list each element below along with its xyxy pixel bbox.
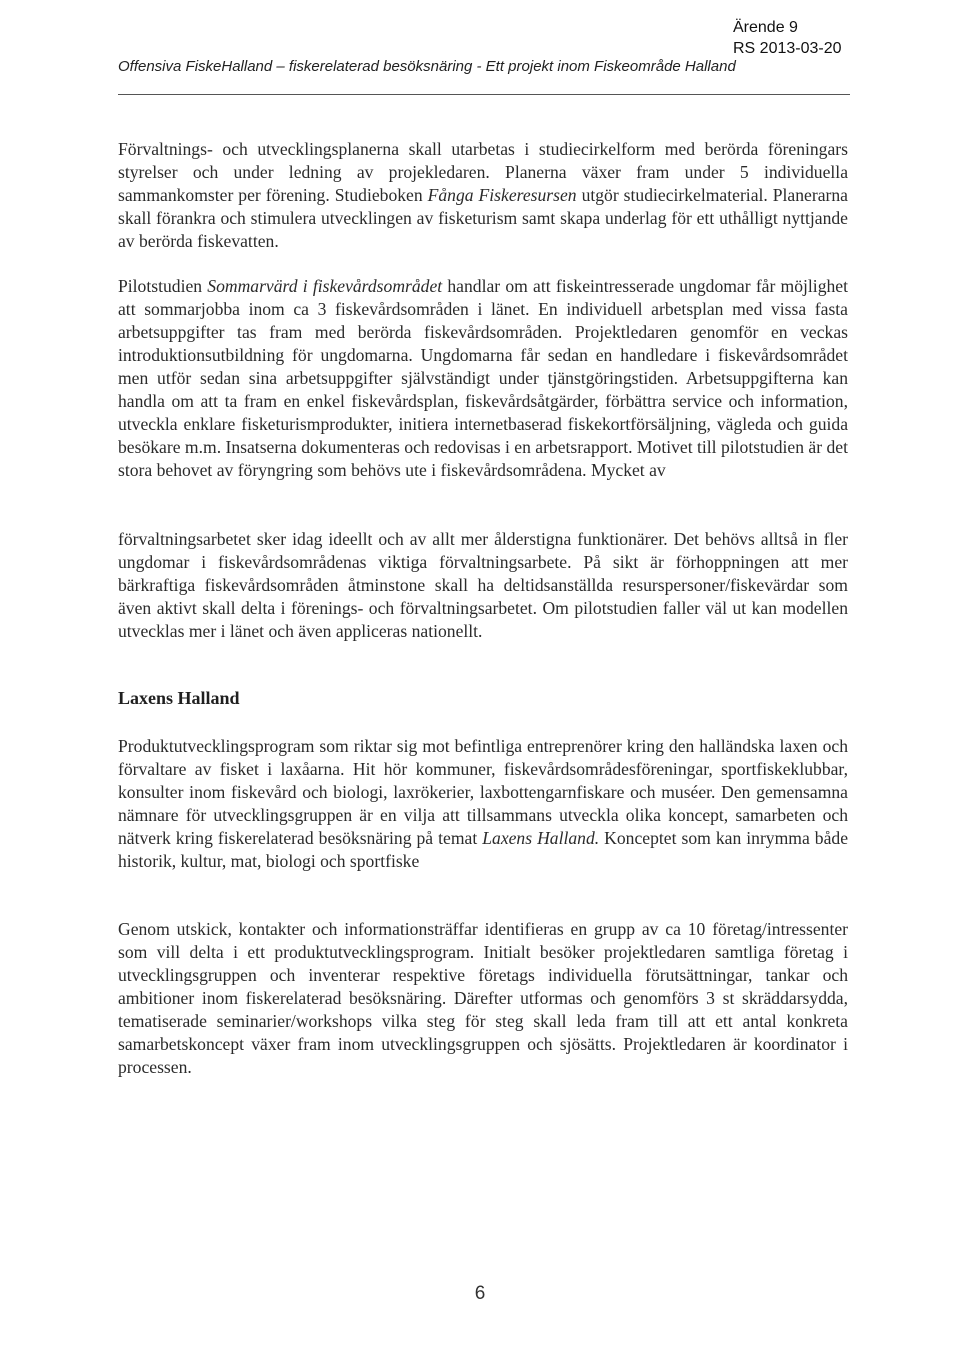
paragraph-1-text-a: Förvaltnings- och utvecklingsplanerna skall utarbetas i studiecirkelform med berörda föreningars styrelser och under ledning av projekledaren. Planerna växer fram under 5 individuella sammankomster per förening. Studieboken [118,139,848,205]
paragraph-4 [118,735,848,873]
paragraph-1 [118,138,848,253]
paragraph-2 [118,275,848,482]
reference-date: RS 2013-03-20 [733,40,842,57]
paragraph-2-text-b: handlar om att fiskeintresserade ungdomar får möjlighet att sommarjobba inom ca 3 fiskevårdsområden i länet. En individuell arbetsplan med vissa fasta arbetsuppgifter tas fram med berörda fiskevårdsområden. Projektledaren genomför en veckas introduktionsutbildning för ungdomarna. Ungdomarna får sedan en handledare i fiskevårdsområdet men utför sedan sina arbetsuppgifter självständigt under tjänstgöringstiden. Arbetsuppgifterna kan handla om att ta fram en enkel fiskevårdsplan, fiskevårdsåtgärder, förbättra service och information, utveckla enklare fisketurismprodukter, initiera internetbaserad fiskekortförsäljning, vägleda och guida besökare m.m. Insatserna dokumenteras och redovisas i en arbetsrapport. Motivet till pilotstudien är det stora behovet av föryngring som behövs ute i fiskevårdsområdena. Mycket av [118,276,848,480]
page-number: 6 [474,1283,486,1304]
paragraph-2-text-a: Pilotstudien [118,276,208,296]
reference-block [733,17,842,59]
paragraph-4-text-b: Konceptet som kan inrymma både historik, kultur, mat, biologi och sportfiske [118,828,848,871]
paragraph-3 [118,528,848,643]
paragraph-5-text: Genom utskick, kontakter och informationsträffar identifieras en grupp av ca 10 företag/intressenter som vill delta i ett produktutvecklingsprogram. Initialt besöker projektledaren samtliga företag i utvecklingsgruppen och inventerar respektive företags individuella förutsättningar, tankar och ambitioner inom fiskerelaterad besöksnäring. Därefter utformas och genomförs 3 st skräddarsydda, tematiserade seminarier/workshops vilka steg för steg skall leda fram till att ett antal konkreta samarbetskoncept växer fram inom utvecklingsgruppen och sjösätts. Projektledaren är koordinator i processen. [118,919,848,1077]
project-header: Offensiva FiskeHalland – fiskerelaterad besöksnäring - Ett projekt inom Fiskeområde Halland [118,58,736,75]
paragraph-3-text: förvaltningsarbetet sker idag ideellt och av allt mer ålderstigna funktionärer. Det behövs alltså in fler ungdomar i fiskevårdsområdenas viktiga förvaltningsarbete. På sikt är förhoppningen att mer bärkraftiga fiskevårdsområden åtminstone skall ha deltidsanställda resurspersoner/fiskevärdar som även aktivt skall delta i förenings- och förvaltningsarbetet. Om pilotstudien faller väl ut kan modellen utvecklas mer i länet och även appliceras nationellt. [118,529,848,641]
case-number: Ärende 9 [733,19,798,36]
paragraph-1-text-b: utgör studiecirkelmaterial. Planerarna skall förankra och stimulera utvecklingen av fisketurism samt skapa underlag för ett uthålligt nyttjande av berörda fiskevatten. [118,185,848,251]
paragraph-5 [118,918,848,1079]
header-rule [118,94,850,95]
theme-title: Laxens Halland. [482,828,600,848]
book-title: Fånga Fiskeresursen [427,185,577,205]
paragraph-4-text-a: Produktutvecklingsprogram som riktar sig mot befintliga entreprenörer kring den halländska laxen och förvaltare av fisket i laxåarna. Hit hör kommuner, fiskevårdsområdesföreningar, sportfiskeklubbar, konsulter inom fiskevård och biologi, laxrökerier, laxbottengarnfiskare och muséer. Den gemensamna nämnare för utvecklingsgruppen är en vilja att tillsammans utveckla olika koncept, samarbeten och nätverk kring fiskerelaterad besöksnäring på temat [118,736,848,848]
pilot-study-title: Sommarvärd i fiskevårdsområdet [207,276,443,296]
section-heading: Laxens Halland [118,688,240,708]
